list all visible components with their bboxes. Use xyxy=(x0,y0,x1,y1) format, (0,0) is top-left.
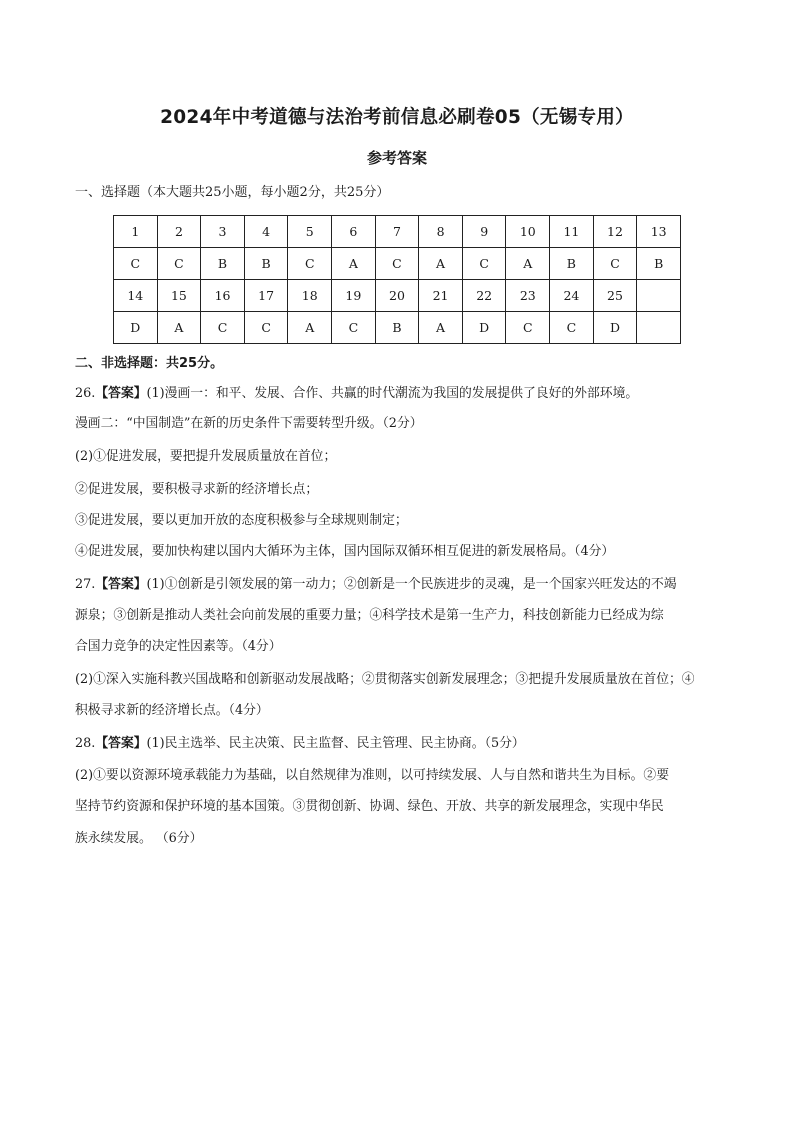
answer-letter-cell: C xyxy=(593,248,637,280)
question-number-row xyxy=(114,216,681,248)
answer-letter-cell: C xyxy=(550,312,594,344)
question-number-cell: 4 xyxy=(244,216,288,248)
question-number-cell: 14 xyxy=(114,280,158,312)
answer-letter-cell: D xyxy=(114,312,158,344)
answer-letter-row xyxy=(114,248,681,280)
answer-letter-cell: A xyxy=(332,248,376,280)
question-number-cell: 22 xyxy=(462,280,506,312)
question-number-cell: 21 xyxy=(419,280,463,312)
q28-line-1 xyxy=(75,735,525,753)
q27-number: 27. xyxy=(75,577,96,592)
answer-letter-cell: C xyxy=(288,248,332,280)
q28-line-3: 坚持节约资源和保护环境的基本国策。③贯彻创新、协调、绿色、开放、共享的新发展理念，实现中华民 xyxy=(75,799,664,814)
answer-letter-cell: C xyxy=(506,312,550,344)
section2-heading: 二、非选择题：共25分。 xyxy=(75,356,224,371)
answer-letter-cell: C xyxy=(114,248,158,280)
answer-letter-cell: B xyxy=(375,312,419,344)
question-number-cell: 15 xyxy=(157,280,201,312)
q27-answer-tag: 【答案】 xyxy=(95,577,147,592)
question-number-cell: 5 xyxy=(288,216,332,248)
question-number-row xyxy=(114,280,681,312)
q26-line-2: 漫画二：“中国制造”在新的历史条件下需要转型升级。（2分） xyxy=(75,416,423,431)
answer-letter-cell: A xyxy=(419,248,463,280)
question-number-cell: 7 xyxy=(375,216,419,248)
q26-number: 26. xyxy=(75,386,96,401)
q27-line-2: 源泉；③创新是推动人类社会向前发展的重要力量；④科学技术是第一生产力，科技创新能力已经成为综 xyxy=(75,608,664,623)
question-number-cell: 19 xyxy=(332,280,376,312)
q26-answer-tag: 【答案】 xyxy=(95,386,147,401)
question-number-cell: 23 xyxy=(506,280,550,312)
answer-letter-cell: A xyxy=(288,312,332,344)
document-title: 2024年中考道德与法治考前信息必刷卷05（无锡专用） xyxy=(160,107,634,128)
answer-letter-cell: C xyxy=(157,248,201,280)
answer-letter-cell: D xyxy=(593,312,637,344)
answer-letter-row xyxy=(114,312,681,344)
answer-letter-cell: C xyxy=(462,248,506,280)
question-number-cell: 18 xyxy=(288,280,332,312)
q26-text-1: (1)漫画一：和平、发展、合作、共赢的时代潮流为我国的发展提供了良好的外部环境。 xyxy=(146,386,639,401)
q26-line-3: (2)①促进发展，要把提升发展质量放在首位； xyxy=(75,449,337,464)
question-number-cell: 8 xyxy=(419,216,463,248)
answer-letter-cell: A xyxy=(419,312,463,344)
answer-letter-cell: C xyxy=(332,312,376,344)
answer-letter-cell: B xyxy=(201,248,245,280)
question-number-cell: 9 xyxy=(462,216,506,248)
answer-letter-cell: B xyxy=(550,248,594,280)
question-number-cell: 11 xyxy=(550,216,594,248)
question-number-cell: 1 xyxy=(114,216,158,248)
answer-letter-cell: A xyxy=(157,312,201,344)
answer-table xyxy=(113,215,681,344)
question-number-cell: 25 xyxy=(593,280,637,312)
answer-letter-cell: A xyxy=(506,248,550,280)
answer-letter-cell: C xyxy=(375,248,419,280)
answer-key-subtitle: 参考答案 xyxy=(366,149,427,167)
question-number-cell: 6 xyxy=(332,216,376,248)
answer-letter-cell: C xyxy=(244,312,288,344)
question-number-cell xyxy=(637,280,681,312)
question-number-cell: 16 xyxy=(201,280,245,312)
q28-answer-tag: 【答案】 xyxy=(95,736,147,751)
q28-number: 28. xyxy=(75,736,96,751)
answer-letter-cell xyxy=(637,312,681,344)
q27-text-1: (1)①创新是引领发展的第一动力；②创新是一个民族进步的灵魂，是一个国家兴旺发达的不竭 xyxy=(146,577,677,592)
answer-letter-cell: B xyxy=(637,248,681,280)
q28-line-4: 族永续发展。 （6分） xyxy=(75,831,203,846)
question-number-cell: 2 xyxy=(157,216,201,248)
q26-line-4: ②促进发展，要积极寻求新的经济增长点； xyxy=(75,482,319,497)
question-number-cell: 24 xyxy=(550,280,594,312)
question-number-cell: 10 xyxy=(506,216,550,248)
q27-line-5: 积极寻求新的经济增长点。（4分） xyxy=(75,703,269,718)
q27-line-3: 合国力竞争的决定性因素等。（4分） xyxy=(75,639,282,654)
answer-letter-cell: B xyxy=(244,248,288,280)
question-number-cell: 3 xyxy=(201,216,245,248)
q28-line-2: (2)①要以资源环境承载能力为基础，以自然规律为准则，以可持续发展、人与自然和谐共生为目标。②要 xyxy=(75,768,669,783)
q26-line-6: ④促进发展，要加快构建以国内大循环为主体，国内国际双循环相互促进的新发展格局。（4分） xyxy=(75,544,615,559)
q26-line-1 xyxy=(75,385,638,403)
answer-letter-cell: D xyxy=(462,312,506,344)
q26-line-5: ③促进发展，要以更加开放的态度积极参与全球规则制定； xyxy=(75,513,408,528)
question-number-cell: 12 xyxy=(593,216,637,248)
q27-line-1 xyxy=(75,576,677,594)
answer-letter-cell: C xyxy=(201,312,245,344)
question-number-cell: 13 xyxy=(637,216,681,248)
question-number-cell: 20 xyxy=(375,280,419,312)
q27-line-4: (2)①深入实施科教兴国战略和创新驱动发展战略；②贯彻落实创新发展理念；③把提升发展质量放在首位；④ xyxy=(75,672,695,687)
section1-heading: 一、选择题（本大题共25小题，每小题2分，共25分） xyxy=(75,185,390,200)
q28-text-1: (1)民主选举、民主决策、民主监督、民主管理、民主协商。（5分） xyxy=(146,736,525,751)
question-number-cell: 17 xyxy=(244,280,288,312)
